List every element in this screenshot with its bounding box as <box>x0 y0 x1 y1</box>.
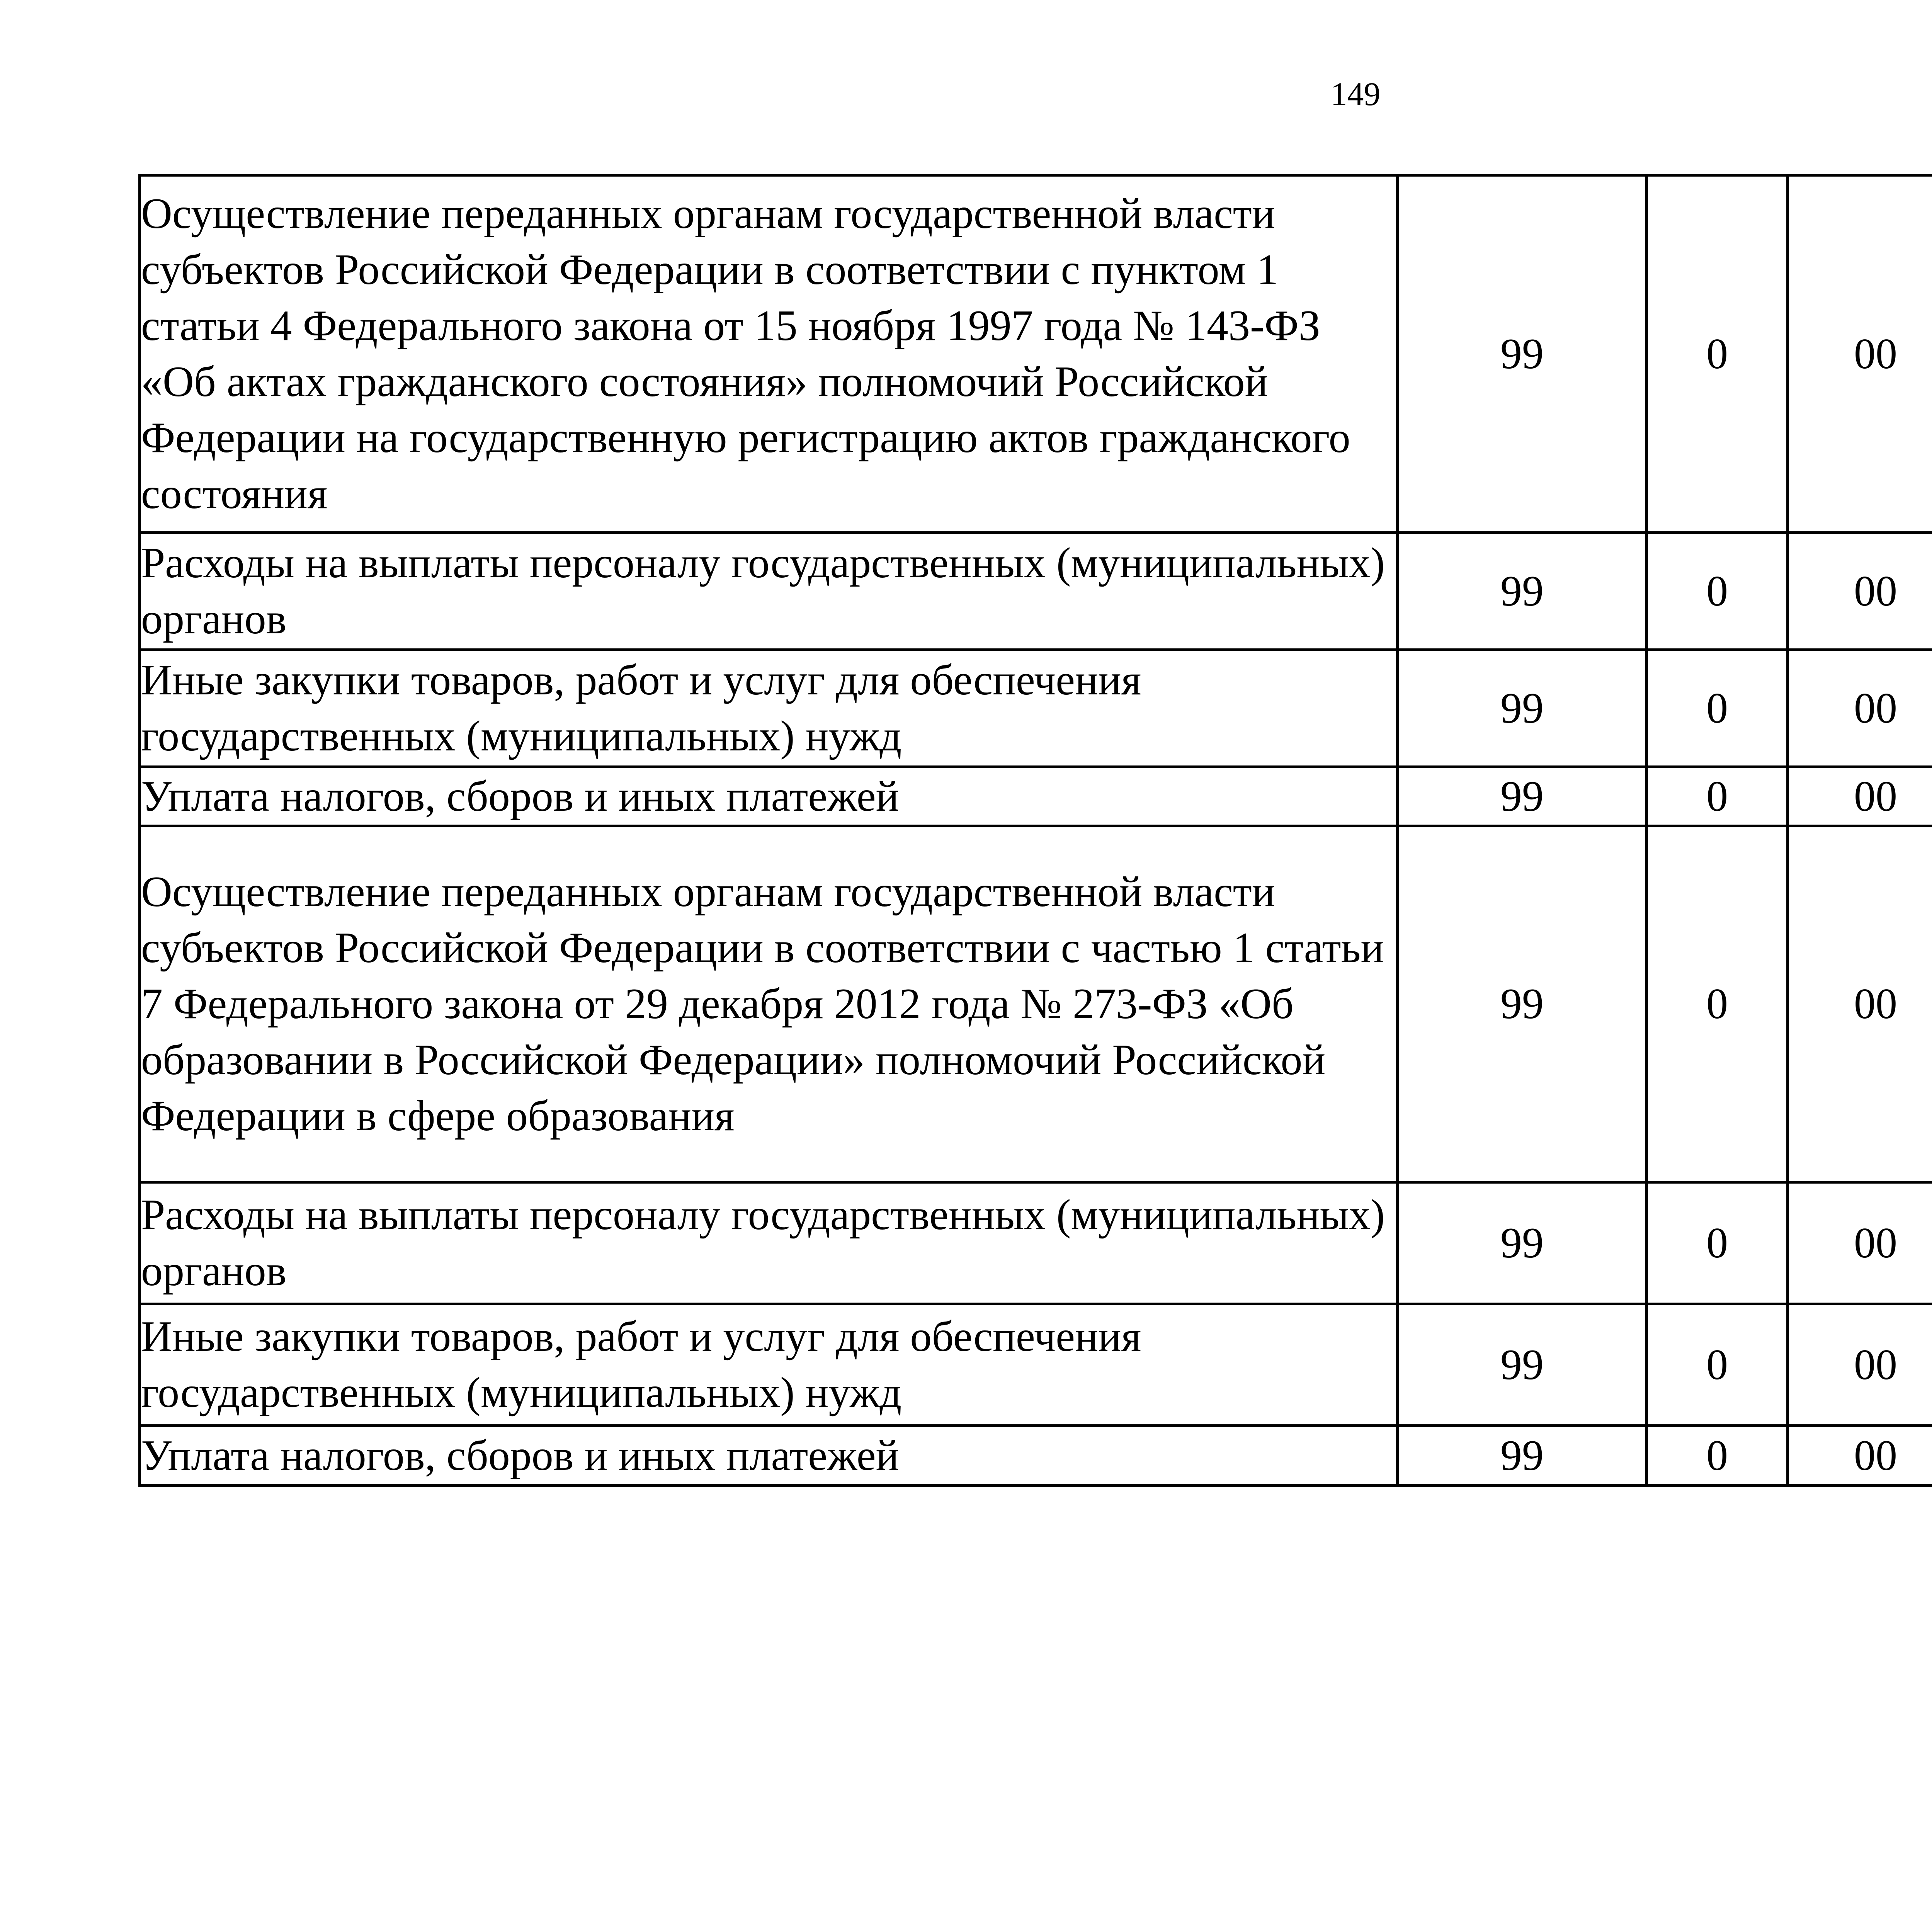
page-number: 149 <box>1330 75 1381 112</box>
direction-cell: 00 <box>1788 767 1932 826</box>
subprogram-cell: 0 <box>1647 533 1788 650</box>
subprogram-cell: 0 <box>1647 767 1788 826</box>
row-description: Расходы на выплаты персоналу государственных (муниципальных) органов <box>140 533 1398 650</box>
row-description: Осуществление переданных органам государственной власти субъектов Российской Федерации в соответствии с частью 1 статьи 7 Федерального закона от 29 декабря 2012 года № 273-ФЗ «Об образовании в Российской Федерации» полномочий Российской Федерации в сфере образования <box>140 826 1398 1182</box>
subprogram-cell: 0 <box>1647 650 1788 767</box>
table-row <box>140 175 1932 533</box>
row-description: Уплата налогов, сборов и иных платежей <box>140 767 1398 826</box>
subprogram-cell: 0 <box>1647 826 1788 1182</box>
table-row <box>140 533 1932 650</box>
program-cell: 99 <box>1398 1182 1647 1304</box>
direction-cell: 00 <box>1788 650 1932 767</box>
subprogram-cell: 0 <box>1647 1304 1788 1426</box>
program-cell: 99 <box>1398 650 1647 767</box>
table-row <box>140 1182 1932 1304</box>
program-cell: 99 <box>1398 1304 1647 1426</box>
program-cell: 99 <box>1398 826 1647 1182</box>
direction-cell: 00 <box>1788 533 1932 650</box>
program-cell: 99 <box>1398 533 1647 650</box>
subprogram-cell: 0 <box>1647 1182 1788 1304</box>
table-row <box>140 1426 1932 1486</box>
table-row <box>140 826 1932 1182</box>
direction-cell: 00 <box>1788 1182 1932 1304</box>
direction-cell: 00 <box>1788 1426 1932 1486</box>
row-description: Расходы на выплаты персоналу государственных (муниципальных) органов <box>140 1182 1398 1304</box>
subprogram-cell: 0 <box>1647 1426 1788 1486</box>
program-cell: 99 <box>1398 1426 1647 1486</box>
table-row <box>140 650 1932 767</box>
budget-table <box>138 174 1932 1487</box>
table-row <box>140 767 1932 826</box>
row-description: Иные закупки товаров, работ и услуг для обеспечения государственных (муниципальных) нужд <box>140 650 1398 767</box>
program-cell: 99 <box>1398 175 1647 533</box>
direction-cell: 00 <box>1788 175 1932 533</box>
table-row <box>140 1304 1932 1426</box>
row-description: Уплата налогов, сборов и иных платежей <box>140 1426 1398 1486</box>
direction-cell: 00 <box>1788 1304 1932 1426</box>
row-description: Иные закупки товаров, работ и услуг для обеспечения государственных (муниципальных) нужд <box>140 1304 1398 1426</box>
subprogram-cell: 0 <box>1647 175 1788 533</box>
row-description: Осуществление переданных органам государственной власти субъектов Российской Федерации в соответствии с пунктом 1 статьи 4 Федерального закона от 15 ноября 1997 года № 143-ФЗ «Об актах гражданского состояния» полномочий Российской Федерации на государственную регистрацию актов гражданского состояния <box>140 175 1398 533</box>
direction-cell: 00 <box>1788 826 1932 1182</box>
program-cell: 99 <box>1398 767 1647 826</box>
